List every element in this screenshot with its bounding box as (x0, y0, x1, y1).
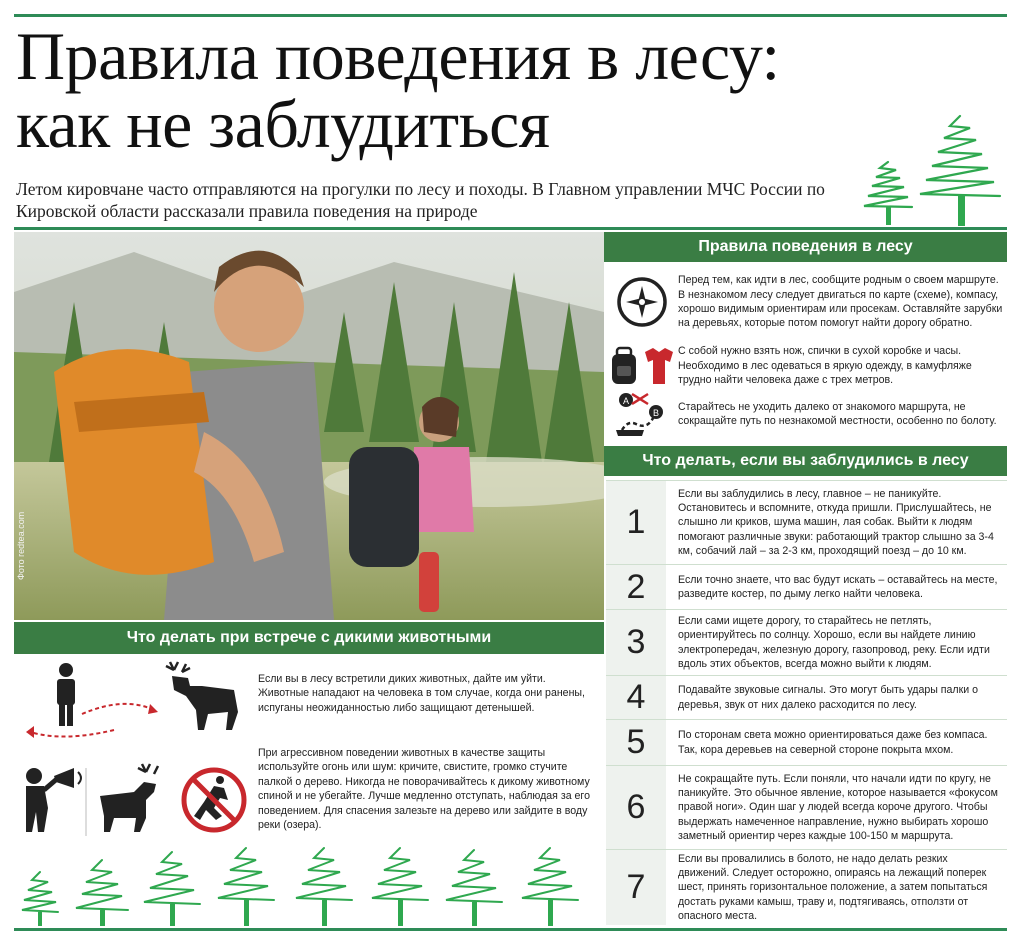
person-deer-icon (24, 660, 250, 738)
title-line-2: как не заблудиться (16, 86, 550, 162)
step-number: 2 (606, 565, 666, 609)
list-item (606, 849, 1007, 925)
svg-text:A: A (622, 396, 630, 406)
page-title (16, 18, 896, 162)
list-item (606, 765, 1007, 849)
list-item (606, 675, 1007, 719)
list-item (606, 480, 1007, 564)
header-divider (14, 227, 1007, 230)
photo-credit: Фото redtea.com (16, 511, 26, 580)
backpack-shirt-icon (606, 340, 678, 392)
top-rule (14, 14, 1007, 17)
hikers-photo-icon (14, 232, 604, 620)
step-text: Если точно знаете, что вас будут искать – оставайтесь на месте, разведите костер, по дыму легко найти человека. (678, 573, 998, 600)
rule-item (606, 390, 1007, 438)
animals-paragraph-2: При агрессивном поведении животных в качестве защиты используйте огонь или шум: кричите, свистите, громко стучите палкой о дерево. Никогда не поворачивайтесь к дикому животному спиной и не убегайте. Лучше медленно отступать, наблюдая за его поведением. Для спасения залезьте на дерево или зайдите в воду реки (озера). (258, 747, 590, 832)
step-number: 5 (606, 720, 666, 765)
rule-text: С собой нужно взять нож, спички в сухой коробке и часы. Необходимо в лес одеваться в яркую одежду, в камуфляже трудно найти человека даже с трех метров. (678, 345, 972, 387)
step-number: 4 (606, 676, 666, 719)
shout-deer-no-run-icon (14, 762, 254, 838)
hikers-photo (14, 232, 604, 620)
lost-section-title: Что делать, если вы заблудились в лесу (604, 446, 1007, 476)
step-text: Если вы заблудились в лесу, главное – не паникуйте. Остановитесь и вспомните, откуда пришли. Прислушайтесь, не слышно ли криков, шума машин, лая собак. Выйти к людям помогают различные звуки: работающий трактор слышно за 3-4 км, собачий лай – за 2-3 км, проходящий поезд – до 10 км. (678, 487, 994, 557)
list-item (606, 564, 1007, 609)
rules-section-title: Правила поведения в лесу (604, 232, 1007, 262)
forest-decoration-icon (14, 842, 594, 928)
animals-paragraph-1: Если вы в лесу встретили диких животных, дайте им уйти. Животные нападают на человека в том случае, когда они ранены, испуганы неожиданностью либо защищают детенышей. (258, 673, 585, 714)
compass-icon (606, 276, 678, 328)
step-number: 1 (606, 481, 666, 564)
step-number: 7 (606, 850, 666, 925)
route-icon (606, 388, 678, 440)
step-text: По сторонам света можно ориентироваться даже без компаса. Так, кора деревьев на северной стороне покрыта мхом. (678, 729, 988, 756)
list-item (606, 609, 1007, 675)
step-number: 6 (606, 766, 666, 849)
step-text: Если сами ищете дорогу, то старайтесь не петлять, ориентируйтесь по солнцу. Хорошо, если вы найдете линию электропередач, железную дорогу, газопровод, реку. Если идти вдоль этих объектов, всегда можно выйти к людям. (678, 615, 990, 670)
rule-item (606, 340, 1007, 392)
step-text: Не сокращайте путь. Если поняли, что начали идти по кругу, не паникуйте. Это обычное явление, которое называется «фокусом правой ноги». Один шаг у людей всегда короче другого. Чтобы выдержать намеченное направление, нужно выбирать хорошо заметный ориентир через каждые 100-150 м маршрута. (678, 772, 998, 842)
title-line-1: Правила поведения в лесу: (16, 18, 780, 94)
list-item (606, 719, 1007, 765)
rule-item (606, 270, 1007, 334)
step-number: 3 (606, 610, 666, 675)
trees-decoration-icon (850, 110, 1015, 228)
rule-text: Перед тем, как идти в лес, сообщите родным о своем маршруте. В незнакомом лесу следует двигаться по карте (схеме), компасу, хорошо видимым ориентирам или просекам. Оставляйте зарубки на деревьях, которые потом помогут найти дорогу обратно. (678, 274, 1003, 330)
bottom-rule (14, 928, 1007, 931)
lead-paragraph: Летом кировчане часто отправляются на прогулки по лесу и походы. В Главном управлении МЧС России по Кировской области рассказали правила поведения на природе (16, 179, 825, 221)
animals-section-title: Что делать при встрече с дикими животными (14, 622, 604, 654)
svg-text:B: B (652, 408, 660, 418)
rule-text: Старайтесь не уходить далеко от знакомого маршрута, не сокращайте путь по незнакомой местности, особенно по болоту. (678, 400, 997, 427)
step-text: Если вы провалились в болото, не надо делать резких движений. Следует осторожно, опираясь на лежащий поперек шест, принять горизонтальное положение, а затем попытаться достать руками камыш, траву и, подтягиваясь, отползти от опасного места. (678, 853, 988, 922)
step-text: Подавайте звуковые сигналы. Это могут быть удары палки о деревья, звук от них далеко расходится по лесу. (678, 684, 978, 711)
